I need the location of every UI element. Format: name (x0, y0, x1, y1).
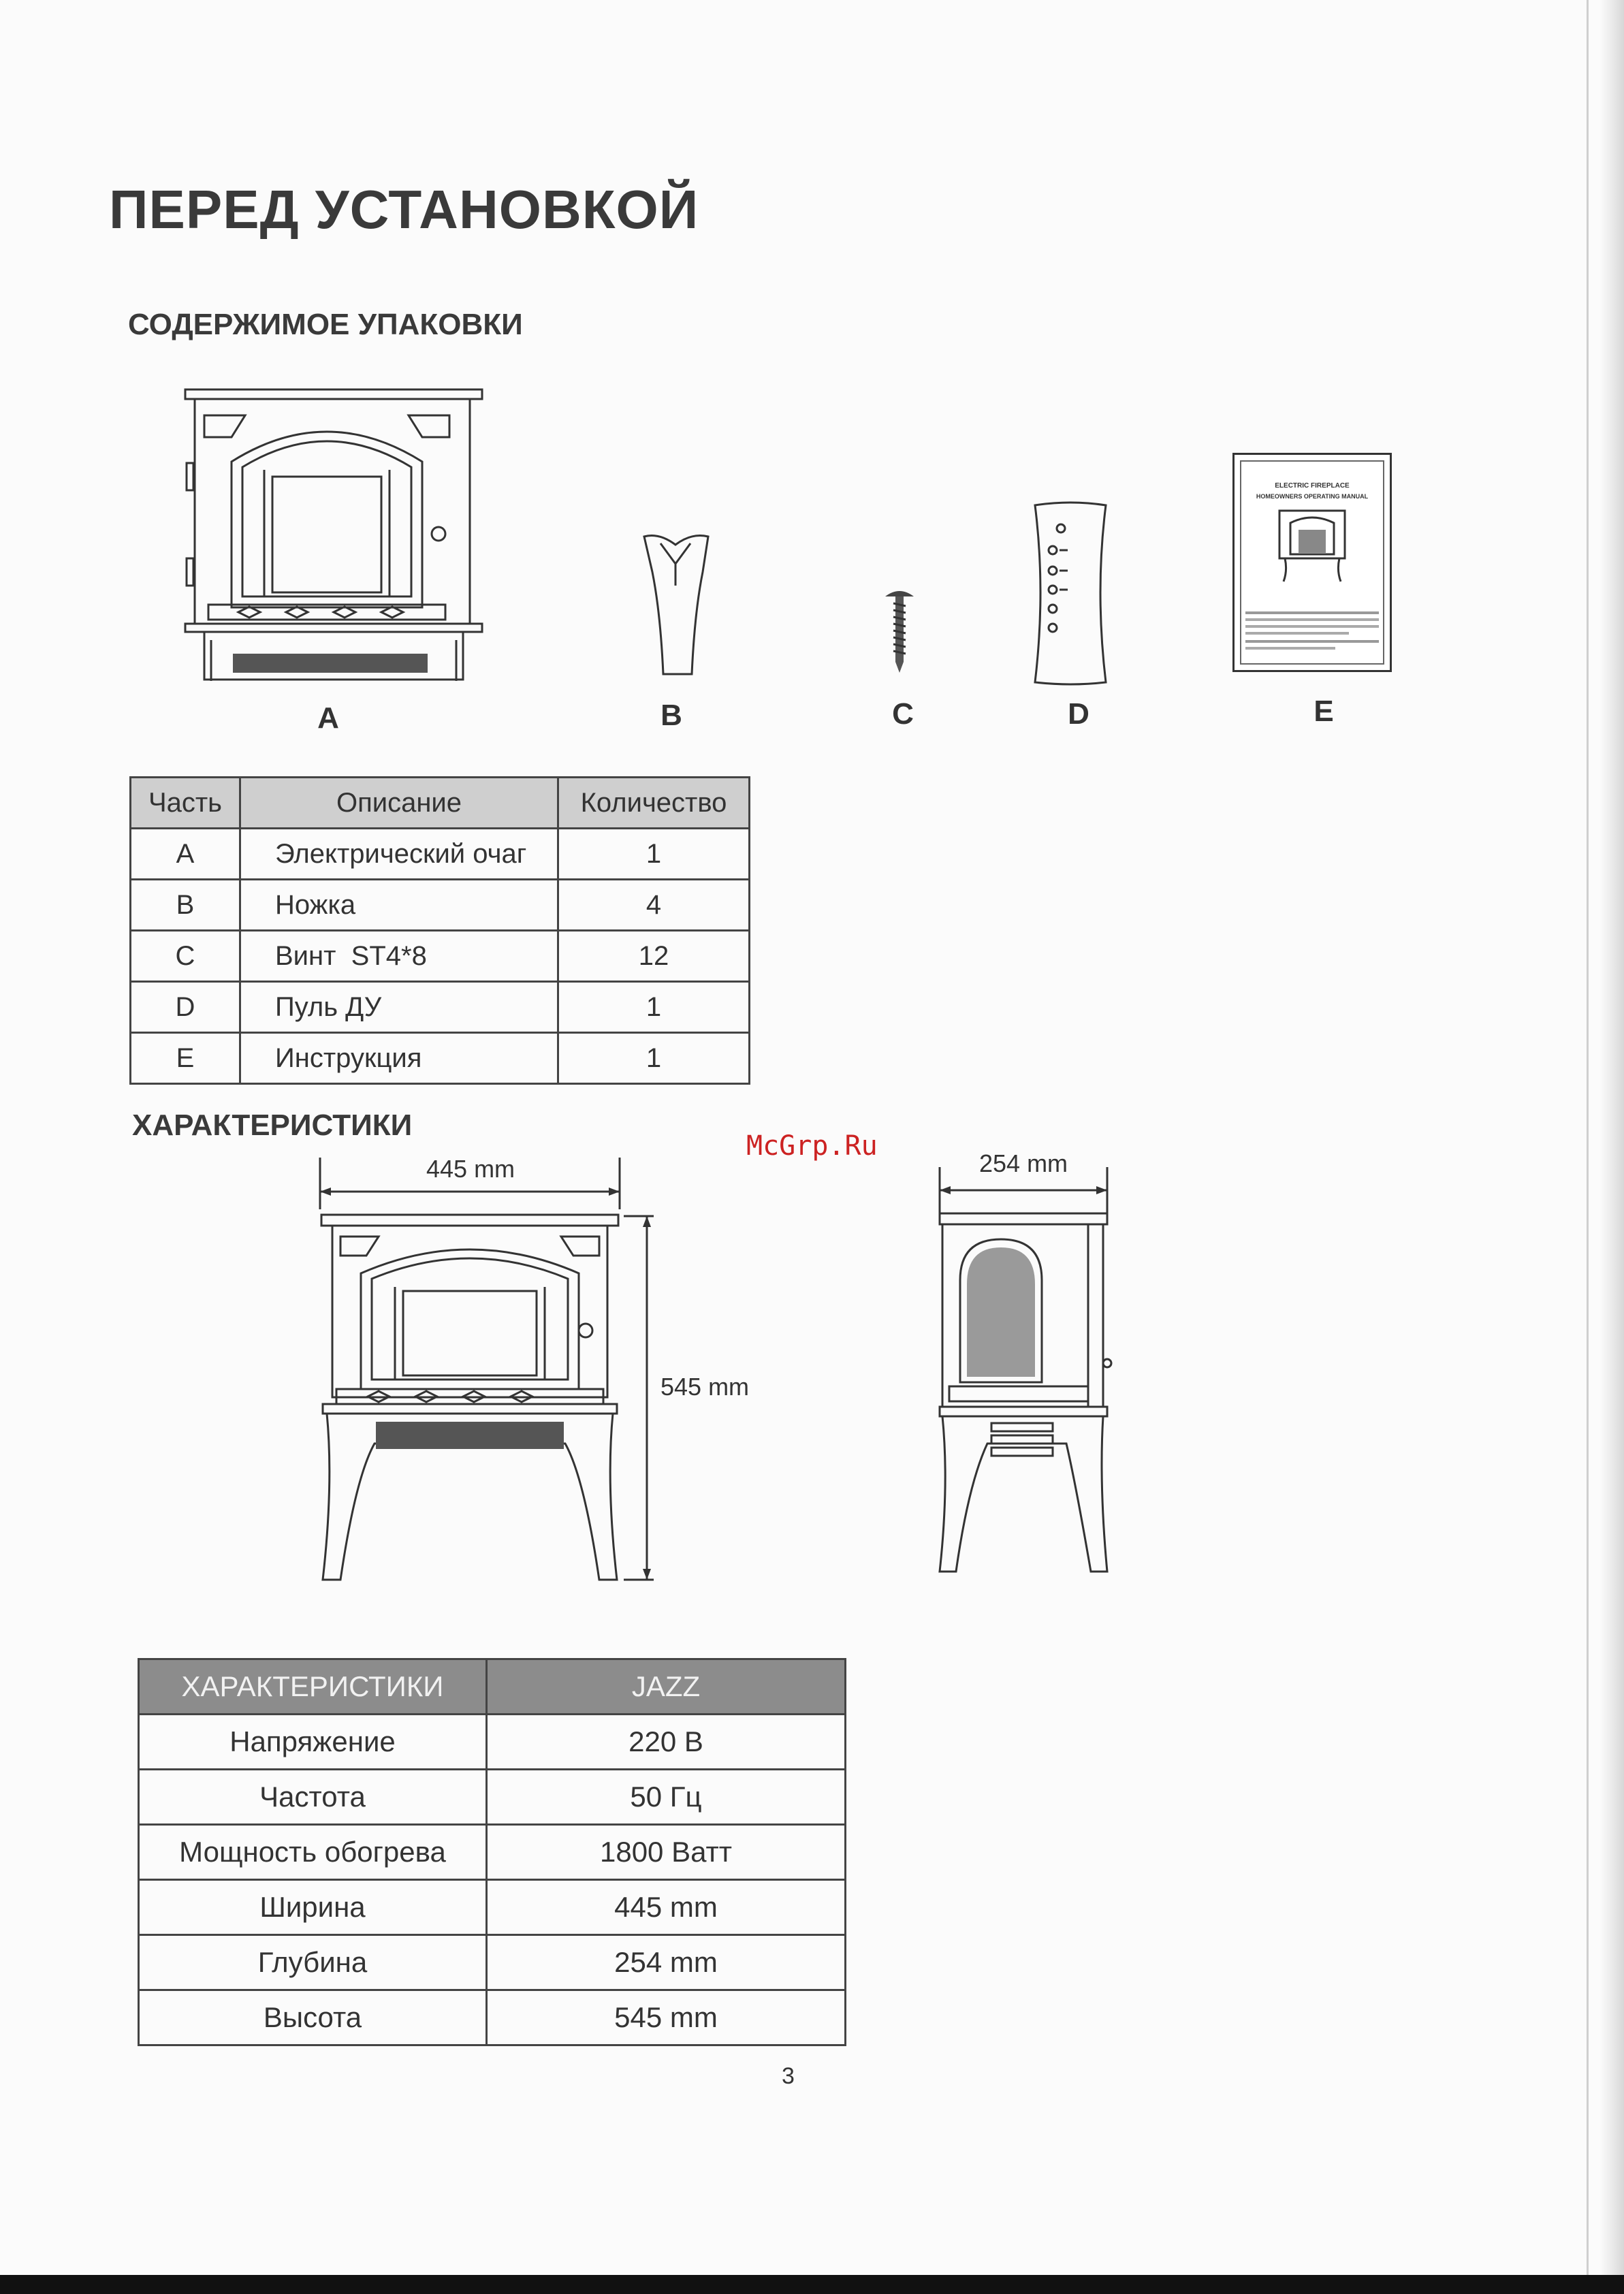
spec-value: 220 В (487, 1715, 846, 1770)
parts-header-part: Часть (131, 778, 240, 829)
part-code: A (131, 829, 240, 880)
manual-cover-line2: HOMEOWNERS OPERATING MANUAL (1256, 493, 1369, 500)
screw-illustration (882, 586, 917, 674)
spec-value: 254 mm (487, 1935, 846, 1990)
spec-name: Глубина (139, 1935, 487, 1990)
leg-illustration (640, 531, 715, 681)
specs-header-model: JAZZ (487, 1659, 846, 1715)
manual-cover-fireplace-icon (1278, 509, 1346, 584)
spec-name: Высота (139, 1990, 487, 2045)
manual-illustration (1232, 453, 1392, 672)
page-number: 3 (782, 2063, 795, 2089)
fireplace-front-illustration (184, 388, 483, 688)
table-row (131, 880, 750, 931)
spec-value: 50 Гц (487, 1770, 846, 1825)
front-dimension-drawing (313, 1158, 667, 1593)
spec-value: 545 mm (487, 1990, 846, 2045)
watermark: McGrp.Ru (746, 1130, 878, 1162)
spec-name: Частота (139, 1770, 487, 1825)
part-description: Электрический очаг (240, 829, 558, 880)
table-row (131, 829, 750, 880)
specs-table (138, 1658, 846, 2046)
depth-dimension-label: 254 mm (979, 1149, 1068, 1177)
part-letter-d: D (1068, 697, 1089, 731)
scan-edge-shadow (1599, 0, 1624, 2294)
part-letter-a: A (317, 701, 339, 735)
width-dimension-label: 445 mm (426, 1155, 515, 1183)
part-quantity: 12 (558, 931, 750, 982)
table-row (139, 1990, 846, 2045)
table-row (139, 1880, 846, 1935)
manual-cover-line1: ELECTRIC FIREPLACE (1275, 482, 1350, 490)
parts-header-quantity: Количество (558, 778, 750, 829)
spec-value: 1800 Ватт (487, 1825, 846, 1880)
part-code: D (131, 982, 240, 1033)
part-quantity: 4 (558, 880, 750, 931)
part-code: C (131, 931, 240, 982)
characteristics-section-title: ХАРАКТЕРИСТИКИ (132, 1109, 413, 1142)
specs-header-parameter: ХАРАКТЕРИСТИКИ (139, 1659, 487, 1715)
part-letter-c: C (892, 697, 914, 731)
table-row (131, 1033, 750, 1084)
part-code: B (131, 880, 240, 931)
scan-bottom-edge (0, 2275, 1624, 2294)
page-title: ПЕРЕД УСТАНОВКОЙ (109, 179, 699, 240)
table-row (139, 1770, 846, 1825)
table-row (131, 982, 750, 1033)
spec-name: Мощность обогрева (139, 1825, 487, 1880)
height-dimension-label: 545 mm (660, 1373, 750, 1401)
table-row (139, 1825, 846, 1880)
parts-table-header-row (131, 778, 750, 829)
parts-table (129, 776, 750, 1085)
spec-name: Ширина (139, 1880, 487, 1935)
scan-edge-line (1587, 0, 1589, 2294)
part-description: Пуль ДУ (240, 982, 558, 1033)
part-code: E (131, 1033, 240, 1084)
spec-name: Напряжение (139, 1715, 487, 1770)
part-letter-b: B (660, 699, 682, 732)
part-quantity: 1 (558, 982, 750, 1033)
part-description: Инструкция (240, 1033, 558, 1084)
side-dimension-drawing (933, 1158, 1130, 1580)
part-description: Винт ST4*8 (240, 931, 558, 982)
remote-control-illustration (1030, 503, 1111, 686)
table-row (139, 1935, 846, 1990)
part-description: Ножка (240, 880, 558, 931)
table-row (139, 1715, 846, 1770)
spec-value: 445 mm (487, 1880, 846, 1935)
part-letter-e: E (1313, 695, 1334, 728)
specs-table-header-row (139, 1659, 846, 1715)
contents-section-title: СОДЕРЖИМОЕ УПАКОВКИ (128, 308, 523, 341)
table-row (131, 931, 750, 982)
part-quantity: 1 (558, 829, 750, 880)
part-quantity: 1 (558, 1033, 750, 1084)
parts-header-description: Описание (240, 778, 558, 829)
